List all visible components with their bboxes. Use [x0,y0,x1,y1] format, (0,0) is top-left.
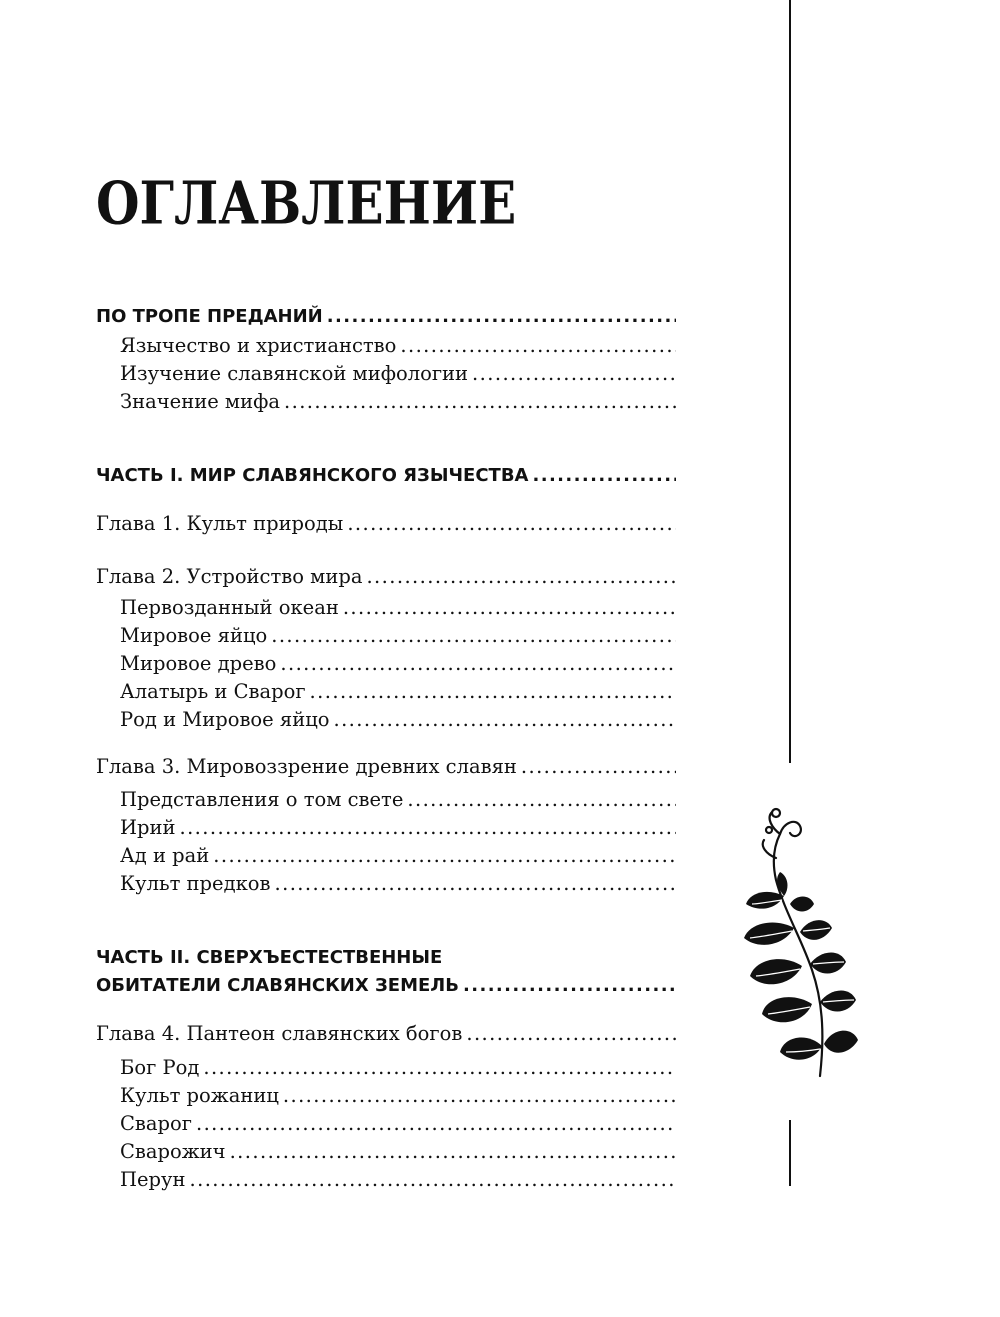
dot-leader [407,785,676,815]
toc-entry[interactable] [120,621,676,651]
toc-entry-label: Глава 1. Культ природы [96,512,344,535]
toc-entry-heading [96,943,676,973]
toc-entry[interactable] [120,705,676,735]
dot-leader [190,1165,677,1195]
dot-leader [284,387,676,417]
dot-leader [347,509,676,539]
dot-leader [333,705,676,735]
toc-entry-label: Изучение славянской мифологии [120,362,469,385]
toc-entry[interactable] [120,841,676,871]
toc-entry-label: Культ рожаниц [120,1084,279,1107]
margin-rule-top [789,0,791,763]
toc-entry[interactable] [96,562,676,592]
dot-leader [203,1053,676,1083]
dot-leader [466,1019,676,1049]
toc-entry-label: ЧАСТЬ I. МИР СЛАВЯНСКОГО ЯЗЫЧЕСТВА [96,465,529,486]
toc-entry[interactable] [96,302,676,332]
dot-leader [213,841,676,871]
toc-entry[interactable] [96,971,676,1001]
dot-leader [196,1109,676,1139]
dot-leader [310,677,676,707]
page-title: ОГЛАВЛЕНИЕ [96,168,517,238]
toc-entry[interactable] [120,677,676,707]
dot-leader [400,331,676,361]
toc-entry[interactable] [120,1165,676,1195]
toc-entry[interactable] [96,752,676,782]
toc-entry-label: Первозданный океан [120,596,339,619]
toc-entry[interactable] [120,331,676,361]
toc-entry[interactable] [120,593,676,623]
toc-entry-label: Ад и рай [120,844,210,867]
toc-entry[interactable] [120,869,676,899]
toc-entry-label: Перун [120,1168,186,1191]
leafy-vine-icon [728,800,868,1090]
toc-entry-label: Сварожич [120,1140,226,1163]
dot-leader [179,813,676,843]
toc-entry[interactable] [120,387,676,417]
toc-entry[interactable] [120,1081,676,1111]
toc-entry-label: Значение мифа [120,390,280,413]
toc-entry-label: Глава 2. Устройство мира [96,565,363,588]
toc-entry-label: Культ предков [120,872,271,895]
dot-leader [366,562,676,592]
dot-leader [280,649,676,679]
dot-leader [463,971,676,1001]
toc-entry-label: Бог Род [120,1056,200,1079]
toc-entry-label: Глава 4. Пантеон славянских богов [96,1022,463,1045]
toc-entry-label: Мировое древо [120,652,277,675]
toc-entry[interactable] [120,785,676,815]
dot-leader [271,621,676,651]
dot-leader [283,1081,676,1111]
toc-entry[interactable] [96,1019,676,1049]
toc-entry-label: ОБИТАТЕЛИ СЛАВЯНСКИХ ЗЕМЕЛЬ [96,975,459,996]
toc-entry[interactable] [120,1109,676,1139]
toc-entry-label: Представления о том свете [120,788,404,811]
toc-entry-label: ЧАСТЬ II. СВЕРХЪЕСТЕСТВЕННЫЕ [96,947,443,968]
margin-rule-bottom [789,1120,791,1186]
toc-entry-label: ПО ТРОПЕ ПРЕДАНИЙ [96,306,323,327]
toc-entry-label: Ирий [120,816,176,839]
toc-entry-label: Язычество и христианство [120,334,397,357]
toc-entry-label: Алатырь и Сварог [120,680,306,703]
toc-entry[interactable] [96,461,676,491]
dot-leader [327,302,676,332]
toc-entry-label: Глава 3. Мировоззрение древних славян [96,755,517,778]
toc-entry-label: Мировое яйцо [120,624,268,647]
toc-entry[interactable] [120,1137,676,1167]
dot-leader [532,461,676,491]
dot-leader [275,869,677,899]
dot-leader [230,1137,676,1167]
toc-entry-label: Род и Мировое яйцо [120,708,330,731]
toc-entry-label: Сварог [120,1112,192,1135]
dot-leader [343,593,676,623]
toc-entry[interactable] [120,813,676,843]
toc-entry[interactable] [120,1053,676,1083]
dot-leader [472,359,676,389]
dot-leader [521,752,676,782]
toc-entry[interactable] [96,509,676,539]
toc-entry[interactable] [120,359,676,389]
toc-entry[interactable] [120,649,676,679]
